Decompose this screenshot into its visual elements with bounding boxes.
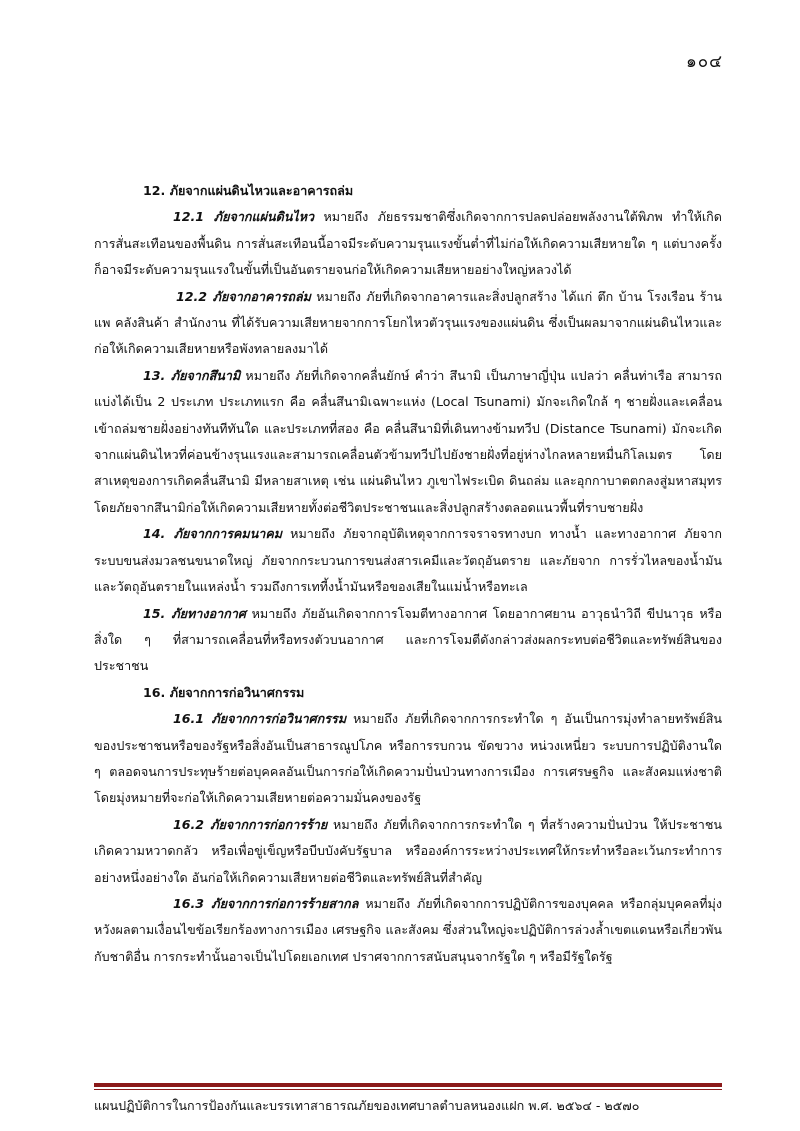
section-16-2-term: 16.2 ภัยจากการก่อการร้าย [173,816,328,832]
section-16-3-term: 16.3 ภัยจากการก่อการร้ายสากล [173,895,359,911]
section-12-2-term: 12.2 ภัยจากอาคารถล่ม [176,288,311,304]
section-16-3-text: หมายถึง ภัยที่เกิดจากการปฏิบัติการของบุคคล หรือกลุ่มบุคคลที่มุ่งหวังผลตามเงื่อนไขข้อเรียกร้องทางการเมือง เศรษฐกิจ และสังคม ซึ่งส่วนใหญ่จะปฏิบัติการล่วงล้ำเขตแดนหรือเกี่ยวพันกับชาติอื่น การกระทำนั้นอาจเป็นไปโดยเอกเทศ ปราศจากการสนับสนุนจากรัฐใด ๆ หรือมีรัฐใดรัฐ [94,895,722,964]
section-16-1-term: 16.1 ภัยจากการก่อวินาศกรรม [173,711,347,727]
section-12-1-text: หมายถึง ภัยธรรมชาติซึ่งเกิดจากการปลดปล่อยพลังงานใต้พิภพ ทำให้เกิดการสั่นสะเทือนของพื้นดิน การสั่นสะเทือนนี้อาจมีระดับความรุนแรงขั้นต่ำที่ไม่ก่อให้เกิดความเสียหายใด ๆ แต่บางครั้งก็อาจมีระดับความรุนแรงในขั้นที่เป็นอันตรายจนก่อให้เกิดความเสียหายอย่างใหญ่หลวงได้ [94,209,722,278]
section-15 [94,601,722,680]
section-12-heading: 12. ภัยจากแผ่นดินไหวและอาคารถล่ม [143,183,354,198]
section-13-term: 13. ภัยจากสึนามิ [143,367,241,383]
section-16-2 [94,812,722,891]
section-16-1 [94,706,722,812]
section-14 [94,521,722,600]
page-number: ๑๐๔ [685,52,723,72]
section-13-text: หมายถึง ภัยที่เกิดจากคลื่นยักษ์ คำว่า สึนามิ เป็นภาษาญี่ปุ่น แปลว่า คลื่นท่าเรือ สามารถแบ่งได้เป็น 2 ประเภท ประเภทแรก คือ คลื่นสึนามิเฉพาะแห่ง (Local Tsunami) มักจะเกิดใกล้ ๆ ชายฝั่งและเคลื่อนเข้าถล่มชายฝั่งอย่างทันทีทันใด และประเภทที่สอง คือ คลื่นสึนามิที่เดินทางข้ามทวีป (Distance Tsunami) มักจะเกิดจากแผ่นดินไหวที่ค่อนข้างรุนแรงและสามารถเคลื่อนตัวข้ามทวีปไปยังชายฝั่งที่อยู่ห่างไกลหลายหมื่นกิโลเมตร โดยสาเหตุของการเกิดคลื่นสึนามิ มีหลายสาเหตุ เช่น แผ่นดินไหว ภูเขาไฟระเบิด ดินถล่ม และอุกกาบาตตกลงสู่มหาสมุทร โดยภัยจากสึนามิก่อให้เกิดความเสียหายทั้งต่อชีวิตประชาชนและสิ่งปลูกสร้างตลอดแนวพื้นที่ราบชายฝั่ง [94,367,722,515]
section-15-term: 15. ภัยทางอากาศ [143,605,246,621]
footer-text: แผนปฏิบัติการในการป้องกันและบรรเทาสาธารณภัยของเทศบาลตำบลหนองแฝก พ.ศ. ๒๕๖๔ - ๒๕๗๐ [94,1098,640,1113]
section-15-text: หมายถึง ภัยอันเกิดจากการโจมตีทางอากาศ โดยอากาศยาน อาวุธนำวิถี ขีปนาวุธ หรือสิ่งใด ๆ ที่สามารถเคลื่อนที่หรือทรงตัวบนอากาศ และการโจมตีดังกล่าวส่งผลกระทบต่อชีวิตและทรัพย์สินของประชาชน [94,605,723,674]
section-16-1-text: หมายถึง ภัยที่เกิดจากการกระทำใด ๆ อันเป็นการมุ่งทำลายทรัพย์สินของประชาชนหรือของรัฐหรือสิ่งอันเป็นสาธารณูปโภค หรือการรบกวน ขัดขวาง หน่วงเหนี่ยว ระบบการปฏิบัติงานใด ๆ ตลอดจนการประทุษร้ายต่อบุคคลอันเป็นการก่อให้เกิดความปั่นป่วนทางการเมือง การเศรษฐกิจ และสังคมแห่งชาติ โดยมุ่งหมายที่จะก่อให้เกิดความเสียหายต่อความมั่นคงของรัฐ [94,711,722,806]
section-16-2-text: หมายถึง ภัยที่เกิดจากการกระทำใด ๆ ที่สร้างความปั่นป่วน ให้ประชาชนเกิดความหวาดกลัว หรือเพื่อขู่เข็ญหรือบีบบังคับรัฐบาล หรือองค์การระหว่างประเทศให้กระทำหรือละเว้นกระทำการอย่างหนึ่งอย่างใด อันก่อให้เกิดความเสียหายต่อชีวิตและทรัพย์สินที่สำคัญ [94,816,722,885]
section-14-text: หมายถึง ภัยจากอุบัติเหตุจากการจราจรทางบก ทางน้ำ และทางอากาศ ภัยจากระบบขนส่งมวลชนขนาดใหญ่ ภัยจากกระบวนการขนส่งสารเคมีและวัตถุอันตราย และภัยจาก การรั่วไหลของน้ำมันและวัตถุอันตรายในแหล่งน้ำ รวมถึงการเทที้งน้ำมันหรือของเสียในแม่น้ำหรือทะเล [94,526,722,595]
section-14-term: 14. ภัยจากการคมนาคม [143,526,283,542]
footer-divider-thin [94,1089,722,1090]
section-12-2-text: หมายถึง ภัยที่เกิดจากอาคารและสิ่งปลูกสร้าง ได้แก่ ตึก บ้าน โรงเรือน ร้านแพ คลังสินค้า สำนักงาน ที่ได้รับความเสียหายจากการโยกไหวตัวรุนแรงของแผ่นดิน ซึ่งเป็นผลมาจากแผ่นดินไหวและก่อให้เกิดความเสียหายหรือพังทลายลงมาได้ [94,288,722,357]
section-13 [94,363,722,521]
section-16-3 [94,891,722,970]
section-12-2 [94,284,722,363]
section-12-1-term: 12.1 ภัยจากแผ่นดินไหว [173,209,315,225]
document-body [94,178,722,970]
section-16-heading: 16. ภัยจากการก่อวินาศกรรม [143,684,305,700]
footer-divider [94,1083,722,1087]
section-12-1 [94,204,722,283]
